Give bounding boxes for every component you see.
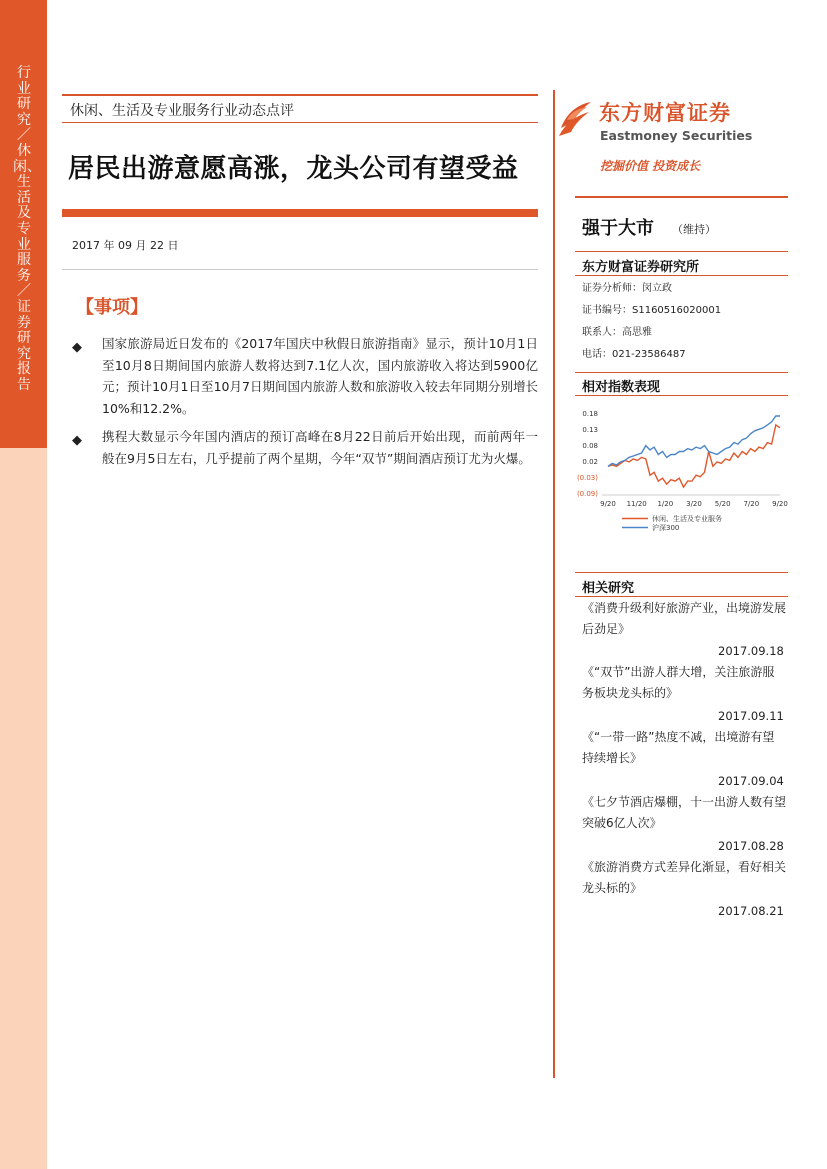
report-category: 休闲、生活及专业服务行业动态点评 (70, 103, 294, 119)
rating-rule (575, 196, 788, 198)
bullet-paragraph-1: 国家旅游局近日发布的《2017年国庆中秋假日旅游指南》显示，预计10月1日至10月8日期间国内旅游人数将达到7.1亿人次，国内旅游收入将达到5900亿元；预计10月1日至10月7日期间国内旅游人数和旅游收入较去年同期分别增长10%和12.2%。 (102, 336, 538, 416)
relative-index-chart (570, 405, 790, 545)
chart-section-title: 相对指数表现 (582, 380, 661, 395)
x-tick-label: 3/20 (686, 500, 702, 508)
related-report-date: 2017.09.04 (718, 774, 784, 788)
brand-name-cn: 东方财富证券 (599, 101, 731, 125)
column-divider (553, 90, 555, 1078)
related-report-date: 2017.08.21 (718, 904, 784, 918)
chart-section-rule (575, 372, 788, 373)
related-report-title[interactable]: 《“一带一路”热度不减，出境游有望持续增长》 (582, 730, 775, 765)
brand-slogan: 挖掘价值 投资成长 (600, 159, 701, 173)
header-rule (62, 94, 538, 96)
x-tick-label: 11/20 (626, 500, 647, 508)
page-title: 居民出游意愿高涨，龙头公司有望受益 (68, 154, 519, 184)
y-tick-label: (0.03) (576, 474, 598, 482)
section-title-events: 【事项】 (76, 297, 148, 318)
header-rule-thin (62, 122, 538, 123)
legend-label: 沪深300 (652, 524, 680, 532)
y-tick-label: (0.09) (576, 490, 598, 498)
related-section-rule-bottom (575, 596, 788, 597)
eastmoney-logo-icon (557, 98, 593, 138)
related-report-date: 2017.09.18 (718, 644, 784, 658)
bullet-icon: ◆ (72, 433, 82, 448)
chart-section-rule-bottom (575, 395, 788, 396)
institute-name: 东方财富证券研究所 (582, 260, 700, 275)
date-rule (62, 269, 538, 270)
x-tick-label: 9/20 (772, 500, 788, 508)
rating-value: 强于大市 (582, 218, 654, 239)
related-report-title[interactable]: 《七夕节酒店爆棚，十一出游人数有望突破6亿人次》 (582, 795, 787, 830)
x-tick-label: 1/20 (657, 500, 674, 508)
rating-status: （维持） (672, 223, 716, 236)
bullet-icon: ◆ (72, 340, 82, 355)
x-tick-label: 9/20 (600, 500, 616, 508)
y-tick-label: 0.18 (582, 410, 598, 418)
related-report-title[interactable]: 《消费升级利好旅游产业，出境游发展后劲足》 (582, 601, 787, 636)
related-report-title[interactable]: 《“双节”出游人群大增，关注旅游服务板块龙头标的》 (582, 665, 775, 700)
institute-rule (575, 251, 788, 252)
related-section-rule (575, 572, 788, 573)
x-tick-label: 5/20 (714, 500, 731, 508)
report-date: 2017 年 09 月 22 日 (72, 239, 179, 252)
title-bar (62, 209, 538, 217)
side-category-label: 行业研究／休闲、生活及专业服务／证券研究报告 (13, 65, 41, 393)
y-tick-label: 0.08 (582, 442, 598, 450)
brand-name-en: Eastmoney Securities (600, 128, 753, 143)
phone-number: 电话：021-23586487 (582, 349, 686, 360)
related-section-title: 相关研究 (582, 581, 635, 596)
bullet-paragraph-2: 携程大数显示今年国内酒店的预订高峰在8月22日前后开始出现，而前两年一般在9月5日左右，几乎提前了两个星期，今年“双节”期间酒店预订尤为火爆。 (102, 429, 538, 466)
legend-label: 休闲、生活及专业服务 (652, 515, 722, 523)
institute-rule-bottom (575, 275, 788, 276)
y-tick-label: 0.02 (582, 458, 598, 466)
related-report-date: 2017.09.11 (718, 709, 784, 723)
related-report-date: 2017.08.28 (718, 839, 784, 853)
certificate-number: 证书编号：S1160516020001 (582, 305, 722, 316)
analyst-name: 证券分析师：闵立政 (582, 283, 672, 294)
contact-person: 联系人：高思雅 (582, 327, 652, 338)
related-report-title[interactable]: 《旅游消费方式差异化渐显，看好相关龙头标的》 (582, 860, 787, 895)
x-tick-label: 7/20 (743, 500, 760, 508)
y-tick-label: 0.13 (582, 426, 598, 434)
